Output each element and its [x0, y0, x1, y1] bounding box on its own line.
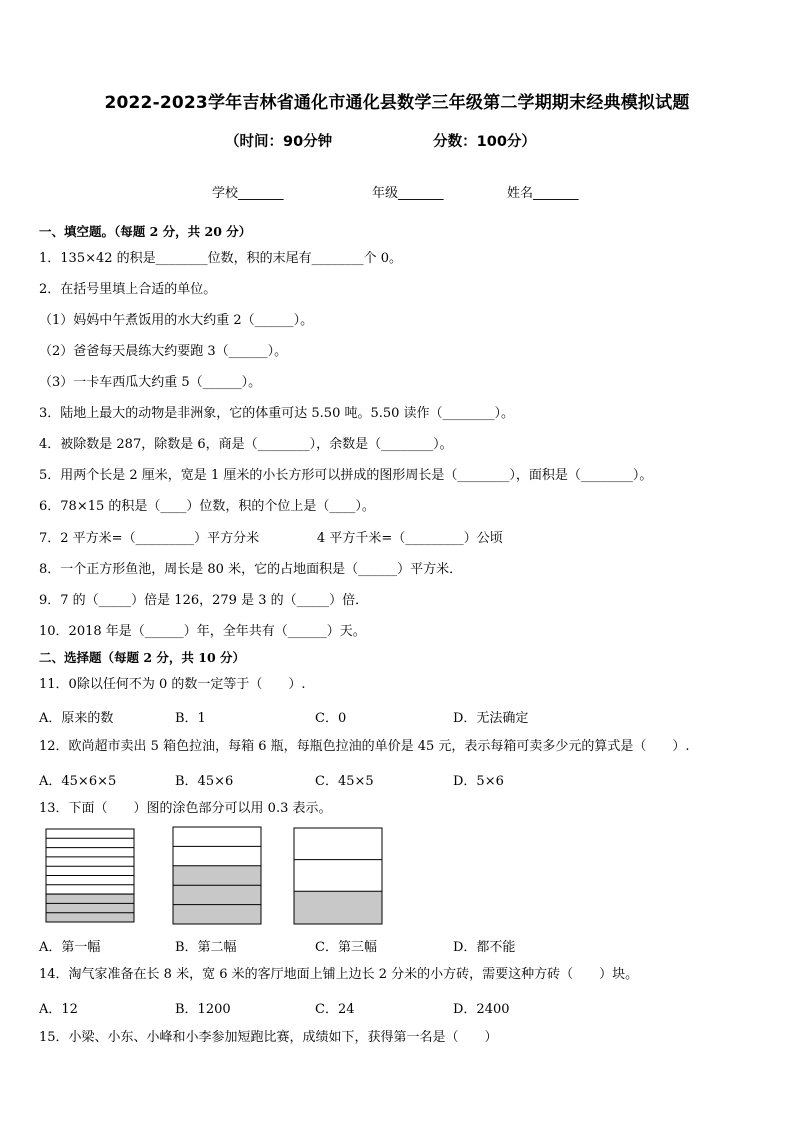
q14-option-b[interactable]: B．1200 — [175, 1002, 231, 1017]
question-2-1: （1）妈妈中午煮饭用的水大约重 2（______）。 — [39, 313, 314, 328]
q11-option-b[interactable]: B．1 — [175, 711, 206, 726]
question-12: 12．欧尚超市卖出 5 箱色拉油，每箱 6 瓶，每瓶色拉油的单价是 45 元，表示每箱可卖多少元的算式是（ ）. — [39, 739, 690, 754]
section-heading-fill: 一、填空题。（每题 2 分，共 20 分） — [39, 224, 252, 239]
name-field[interactable]: 姓名_______ — [507, 186, 579, 201]
question-6: 6．78×15 的积是（____）位数，积的个位上是（____）。 — [39, 499, 375, 514]
question-8: 8．一个正方形鱼池，周长是 80 米，它的占地面积是（______）平方米． — [39, 562, 463, 577]
question-5: 5．用两个长是 2 厘米，宽是 1 厘米的小长方形可以拼成的图形周长是（________），面积是（________）。 — [39, 468, 653, 483]
question-15: 15．小梁、小东、小峰和小李参加短跑比赛，成绩如下，获得第一名是（ ） — [39, 1030, 498, 1045]
q12-option-d[interactable]: D．5×6 — [453, 774, 504, 789]
section-heading-choice: 二、选择题（每题 2 分，共 10 分） — [39, 650, 246, 665]
question-9: 9．7 的（_____）倍是 126，279 是 3 的（_____）倍． — [39, 593, 369, 608]
q13-option-d[interactable]: D．都不能 — [453, 940, 516, 955]
question-4: 4．被除数是 287，除数是 6，商是（________），余数是（________）。 — [39, 437, 453, 452]
question-13: 13．下面（ ）图的涂色部分可以用 0.3 表示。 — [39, 801, 332, 816]
question-2-3: （3）一卡车西瓜大约重 5（______）。 — [39, 375, 262, 390]
figure-1-strips — [45, 828, 137, 924]
q12-option-a[interactable]: A．45×6×5 — [39, 774, 117, 789]
q14-option-a[interactable]: A．12 — [39, 1002, 78, 1017]
q13-option-a[interactable]: A．第一幅 — [39, 940, 101, 955]
exam-title: 2022-2023学年吉林省通化市通化县数学三年级第二学期期末经典模拟试题 — [104, 93, 690, 113]
question-14: 14．淘气家准备在长 8 米，宽 6 米的客厅地面上铺上边长 2 分米的小方砖，需要这种方砖（ ）块。 — [39, 967, 639, 982]
figure-2-strips — [172, 826, 264, 926]
question-11: 11．0除以任何不为 0 的数一定等于（ ）. — [39, 677, 306, 692]
q13-option-c[interactable]: C．第三幅 — [315, 940, 377, 955]
q11-option-d[interactable]: D．无法确定 — [453, 711, 529, 726]
q14-option-d[interactable]: D．2400 — [453, 1002, 510, 1017]
question-7: 7．2 平方米=（_________）平方分米 4 平方千米=（_________）公顷 — [39, 531, 503, 546]
q11-option-a[interactable]: A．原来的数 — [39, 711, 114, 726]
question-3: 3．陆地上最大的动物是非洲象，它的体重可达 5.50 吨。5.50 读作（________）。 — [39, 406, 515, 421]
q12-option-c[interactable]: C．45×5 — [315, 774, 374, 789]
q13-option-b[interactable]: B．第二幅 — [175, 940, 237, 955]
grade-field[interactable]: 年级_______ — [372, 186, 444, 201]
figure-3-strips — [293, 827, 385, 926]
q11-option-c[interactable]: C．0 — [315, 711, 347, 726]
school-field[interactable]: 学校_______ — [212, 186, 284, 201]
question-10: 10．2018 年是（______）年，全年共有（______）天。 — [39, 624, 366, 639]
question-2: 2．在括号里填上合适的单位。 — [39, 282, 217, 297]
q12-option-b[interactable]: B．45×6 — [175, 774, 234, 789]
q14-option-c[interactable]: C．24 — [315, 1002, 355, 1017]
question-2-2: （2）爸爸每天晨练大约要跑 3（______）。 — [39, 344, 288, 359]
question-1: 1．135×42 的积是________位数，积的末尾有________个 0。 — [39, 251, 403, 266]
exam-subtitle: （时间：90分钟 分数：100分） — [225, 134, 536, 150]
